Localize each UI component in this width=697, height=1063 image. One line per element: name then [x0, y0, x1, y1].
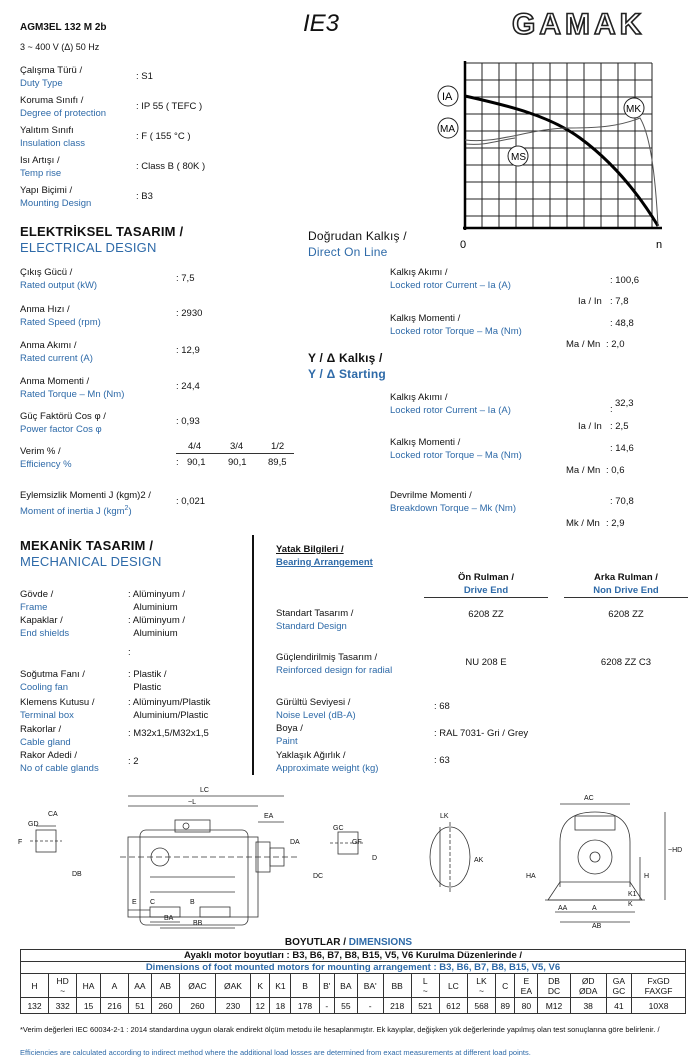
breakdown-label: Devrilme Momenti / Breakdown Torque – Mk (Nm)	[390, 490, 517, 514]
current-value: : 12,9	[176, 345, 200, 356]
cable-gland-value: : M32x1,5/M32x1,5	[128, 728, 209, 739]
protection-label: Koruma Sınıfı / Degree of protection	[20, 95, 107, 119]
cooling-fan-value: : Plastik / Plastic	[128, 669, 167, 693]
ms-label: MS	[511, 152, 526, 163]
dim-value-cell: 230	[215, 998, 250, 1014]
ma-label: MA	[440, 124, 455, 135]
yd-ia-in-label: Ia / In	[578, 421, 602, 432]
dol-torque-label: Kalkış Momenti / Locked rotor Torque – Ma (Nm)	[390, 313, 522, 337]
dim-value-cell: 260	[151, 998, 179, 1014]
dim-label-db: DB	[72, 871, 82, 878]
insulation-value: : F ( 155 °C )	[136, 131, 191, 142]
dim-label-d: D	[372, 855, 378, 862]
section-divider	[252, 535, 254, 775]
paint-value: : RAL 7031- Gri / Grey	[434, 728, 529, 739]
speed-value: : 2930	[176, 308, 203, 319]
paint-label: Boya / Paint	[276, 723, 303, 747]
noise-label: Gürültü Seviyesi / Noise Level (dB-A)	[276, 697, 356, 721]
dim-col-header: K	[251, 974, 270, 998]
dim-label-ea: EA	[264, 813, 274, 820]
dim-col-header: ØAC	[179, 974, 215, 998]
dim-label-gd: GD	[28, 821, 39, 828]
inertia-label: Eylemsizlik Momenti J (kgm)2 / Moment of inertia J (kgm$^2$)	[20, 490, 151, 518]
dimension-drawing	[0, 782, 697, 932]
dim-value-cell: 10X8	[632, 998, 686, 1014]
protection-value: : IP 55 ( TEFC )	[136, 101, 203, 112]
frame-value: : Alüminyum / Aluminium	[128, 589, 186, 613]
dim-label-k1: K1	[628, 891, 637, 898]
origin-label: 0	[460, 239, 467, 251]
dol-title: Doğrudan Kalkış / Direct On Line	[308, 229, 407, 259]
output-value: : 7,5	[176, 273, 195, 284]
dimensions-title-en: Dimensions of foot mounted motors for mounting arrangement : B3, B6, B7, B8, B15, V5, V6	[21, 962, 686, 974]
efficiency-value-full: 90,1	[187, 457, 206, 468]
duty-type-label: Çalışma Türü / Duty Type	[20, 65, 83, 89]
non-drive-end-underline	[564, 597, 688, 598]
dim-col-header: H	[21, 974, 49, 998]
yd-ia-in-value: : 2,5	[610, 421, 629, 432]
cable-gland-label: Rakorlar / Cable gland	[20, 724, 71, 748]
dol-ia-in-value: : 7,8	[610, 296, 629, 307]
reinforced-design-label: Güçlendirilmiş Tasarım / Reinforced design for radial	[276, 652, 393, 676]
temp-rise-value: : Class B ( 80K )	[136, 161, 206, 172]
output-label: Çıkış Gücü / Rated output (kW)	[20, 267, 98, 291]
dim-label-ha: HA	[526, 873, 536, 880]
dim-value-cell: 178	[291, 998, 319, 1014]
dim-label-ba: BA	[164, 915, 174, 922]
dim-col-header: DB DC	[538, 974, 570, 998]
dim-value-cell: 218	[383, 998, 411, 1014]
cooling-fan-label: Soğutma Fanı / Cooling fan	[20, 669, 85, 693]
dim-col-header: AB	[151, 974, 179, 998]
dim-value-cell: 55	[334, 998, 357, 1014]
efficiency-divider	[176, 453, 294, 454]
dim-col-header: HD ~	[49, 974, 77, 998]
dim-label-ac: AC	[584, 795, 594, 802]
dim-col-header: BB	[383, 974, 411, 998]
end-shields-value: : Alüminyum / Aluminium	[128, 615, 186, 639]
dim-value-cell: 260	[179, 998, 215, 1014]
dol-torque-value: : 48,8	[610, 318, 634, 329]
dim-label-gf: GF	[352, 839, 362, 846]
dim-value-cell: 51	[129, 998, 152, 1014]
dim-col-header: LK ~	[467, 974, 495, 998]
dim-col-header: HA	[77, 974, 101, 998]
dim-col-header: BA	[334, 974, 357, 998]
dim-col-header: GA GC	[606, 974, 631, 998]
dim-value-cell: 216	[100, 998, 128, 1014]
standard-design-label: Standart Tasarım / Standard Design	[276, 608, 354, 632]
dim-value-cell: -	[357, 998, 383, 1014]
yd-current-value: 32,3	[615, 398, 634, 409]
torque-label: Anma Momenti / Rated Torque – Mn (Nm)	[20, 376, 125, 400]
dim-value-cell: 41	[606, 998, 631, 1014]
dim-label-e: E	[132, 899, 137, 906]
dim-value-cell: 18	[270, 998, 291, 1014]
speed-label: Anma Hızı / Rated Speed (rpm)	[20, 304, 101, 328]
electrical-title: ELEKTRİKSEL TASARIM / ELECTRICAL DESIGN	[20, 224, 184, 255]
efficiency-load-3-4: 3/4	[230, 441, 244, 452]
yd-ma-mn-value: : 0,6	[606, 465, 625, 476]
power-factor-value: : 0,93	[176, 416, 200, 427]
dim-label-ca: CA	[48, 811, 58, 818]
supply-voltage: 3 ~ 400 V (Δ) 50 Hz	[20, 42, 100, 52]
weight-label: Yaklaşık Ağırlık / Approximate weight (kg)	[276, 750, 379, 774]
efficiency-class: IE3	[303, 10, 340, 37]
mounting-label: Yapı Biçimi / Mounting Design	[20, 185, 92, 209]
efficiency-value-3-4: 90,1	[228, 457, 247, 468]
dim-label-ab: AB	[592, 923, 602, 930]
brand-logo: GAMAK	[512, 8, 646, 41]
dim-value-cell: 612	[439, 998, 467, 1014]
dim-label-gc: GC	[333, 825, 344, 832]
efficiency-label: Verim % / Efficiency %	[20, 446, 72, 470]
current-label: Anma Akımı / Rated current (A)	[20, 340, 93, 364]
dimensions-table	[20, 949, 686, 1014]
reinforced-de-value: NU 208 E	[465, 657, 507, 668]
dim-label-ak: AK	[474, 857, 484, 864]
yd-torque-value: : 14,6	[610, 443, 634, 454]
insulation-label: Yalıtım Sınıfı Insulation class	[20, 125, 85, 149]
model-name: AGM3EL 132 M 2b	[20, 22, 107, 33]
yd-current-colon: :	[610, 404, 613, 415]
terminal-box-label: Klemens Kutusu / Terminal box	[20, 697, 95, 721]
dim-col-header: LC	[439, 974, 467, 998]
efficiency-value-half: 89,5	[268, 457, 287, 468]
bearing-title: Yatak Bilgileri / Bearing Arrangement	[276, 544, 373, 568]
dim-label-dc: DC	[313, 873, 324, 880]
duty-type-value: : S1	[136, 71, 153, 82]
drive-end-header: Ön Rulman / Drive End	[458, 572, 514, 596]
dim-value-cell: 15	[77, 998, 101, 1014]
dol-ma-mn-value: : 2,0	[606, 339, 625, 350]
yd-current-label: Kalkış Akımı / Locked rotor Current – Ia (A)	[390, 392, 511, 416]
dim-label-hd: ~HD	[668, 847, 683, 854]
dim-col-header: C	[496, 974, 515, 998]
efficiency-load-full: 4/4	[188, 441, 202, 452]
efficiency-load-half: 1/2	[271, 441, 285, 452]
dim-label-b: B	[190, 899, 195, 906]
standard-nde-value: 6208 ZZ	[608, 609, 644, 620]
reinforced-nde-value: 6208 ZZ C3	[600, 657, 652, 668]
dim-value-cell: 80	[515, 998, 538, 1014]
standard-de-value: 6208 ZZ	[468, 609, 504, 620]
dim-value-cell: 132	[21, 998, 49, 1014]
dim-label-c: C	[150, 899, 156, 906]
dim-label-lk: LK	[440, 813, 449, 820]
weight-value: : 63	[434, 755, 450, 766]
terminal-box-value: : Alüminyum/Plastik Aluminium/Plastic	[128, 697, 211, 721]
dim-col-header: B'	[319, 974, 334, 998]
dim-col-header: FxGD FAXGF	[632, 974, 686, 998]
speed-axis-label: n	[656, 239, 663, 251]
dim-col-header: ØD ØDA	[570, 974, 606, 998]
torque-current-curve	[430, 58, 680, 253]
dim-label-aa: AA	[558, 905, 568, 912]
dim-col-header: A	[100, 974, 128, 998]
dol-ia-in-label: Ia / In	[578, 296, 602, 307]
mechanical-title: MEKANİK TASARIM / MECHANICAL DESIGN	[20, 538, 162, 569]
dim-value-cell: 12	[251, 998, 270, 1014]
dol-current-value: : 100,6	[610, 275, 640, 286]
dol-current-label: Kalkış Akımı / Locked rotor Current – Ia (A)	[390, 267, 511, 291]
gland-count-value: : 2	[128, 756, 139, 767]
frame-label: Gövde / Frame	[20, 589, 54, 613]
noise-value: : 68	[434, 701, 450, 712]
mk-label: MK	[626, 104, 641, 115]
dim-label-da: DA	[290, 839, 300, 846]
dimensions-header: BOYUTLAR / DIMENSIONS	[284, 937, 413, 948]
temp-rise-label: Isı Artışı / Temp rise	[20, 155, 62, 179]
dim-col-header: AA	[129, 974, 152, 998]
mk-mn-label: Mk / Mn	[566, 518, 600, 529]
dimensions-title-tr: Ayaklı motor boyutları : B3, B6, B7, B8, B15, V5, V6 Kurulma Düzenlerinde /	[21, 950, 686, 962]
dim-value-cell: 332	[49, 998, 77, 1014]
yd-torque-label: Kalkış Momenti / Locked rotor Torque – Ma (Nm)	[390, 437, 522, 461]
dim-value-cell: M12	[538, 998, 570, 1014]
dim-label-bb: BB	[193, 920, 203, 927]
gland-count-label: Rakor Adedi / No of cable glands	[20, 750, 99, 774]
mk-mn-value: : 2,9	[606, 518, 625, 529]
dim-label-a: A	[592, 905, 597, 912]
efficiency-colon: :	[176, 457, 179, 468]
blank-value: :	[128, 647, 131, 658]
yd-ma-mn-label: Ma / Mn	[566, 465, 601, 476]
inertia-value: : 0,021	[176, 496, 206, 507]
torque-value: : 24,4	[176, 381, 200, 392]
mounting-value: : B3	[136, 191, 153, 202]
dol-ma-mn-label: Ma / Mn	[566, 339, 601, 350]
dim-value-cell: 38	[570, 998, 606, 1014]
dim-label-f: F	[18, 839, 23, 846]
dim-label-l: ~L	[188, 799, 196, 806]
dim-label-h: H	[644, 873, 650, 880]
dim-col-header: E EA	[515, 974, 538, 998]
breakdown-value: : 70,8	[610, 496, 634, 507]
dim-value-cell: 568	[467, 998, 495, 1014]
ia-label: IA	[442, 91, 453, 103]
dim-col-header: K1	[270, 974, 291, 998]
dim-col-header: BA'	[357, 974, 383, 998]
dim-label-k: K	[628, 901, 633, 908]
footnote-en: Efficiencies are calculated according to indirect method where the additional load losses are determined from exact measurements at different load points.	[20, 1048, 531, 1057]
yd-title: Y / Δ Kalkış / Y / Δ Starting	[308, 351, 386, 381]
dim-value-cell: -	[319, 998, 334, 1014]
dim-value-cell: 521	[411, 998, 439, 1014]
dim-value-cell: 89	[496, 998, 515, 1014]
drive-end-underline	[424, 597, 548, 598]
end-shields-label: Kapaklar / End shields	[20, 615, 70, 639]
dim-col-header: L ~	[411, 974, 439, 998]
dim-label-lc: LC	[200, 787, 209, 794]
power-factor-label: Güç Faktörü Cos φ / Power factor Cos φ	[20, 411, 106, 435]
non-drive-end-header: Arka Rulman / Non Drive End	[593, 572, 659, 596]
dim-col-header: B	[291, 974, 319, 998]
footnote-tr: *Verim değerleri IEC 60034-2-1 : 2014 standardına uygun olarak endirekt ölçüm metodu ile hesaplanmıştır. Ek kayıplar, değişken yük değerlerinde yapılmış olan test sonuçlarına göre belirlenir. /	[20, 1025, 660, 1034]
dim-col-header: ØAK	[215, 974, 250, 998]
